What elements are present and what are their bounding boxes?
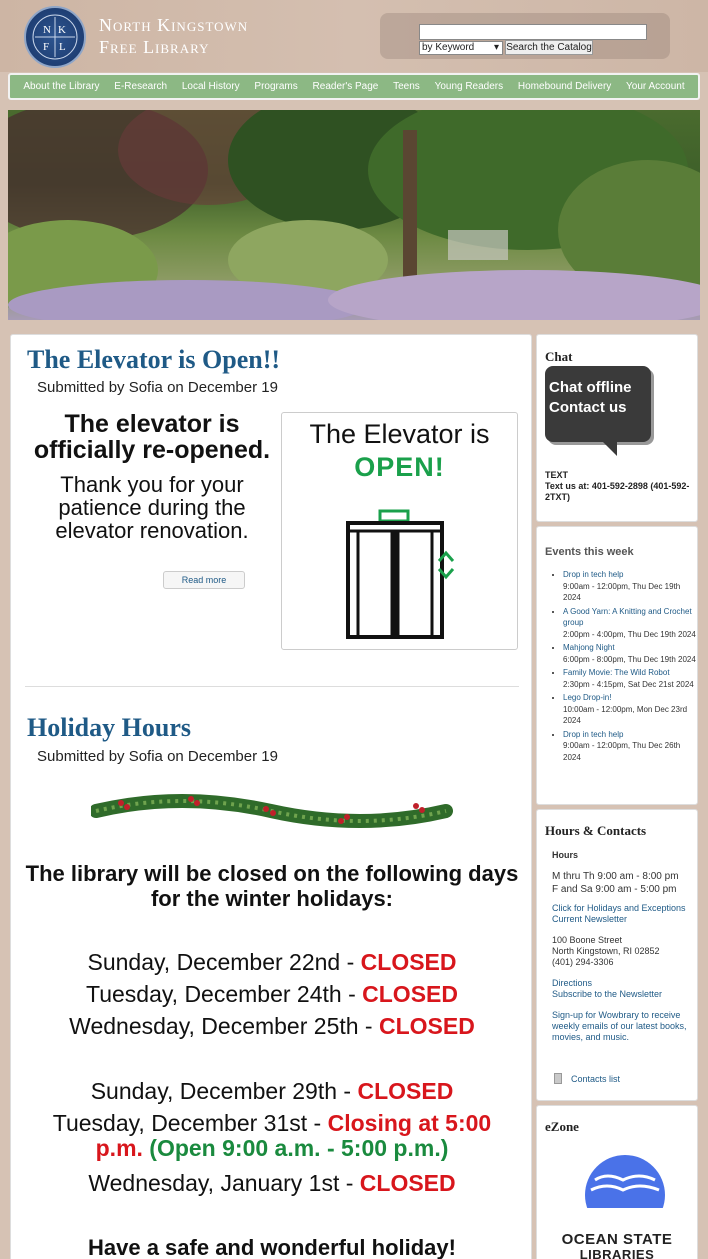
elevator-text [27,411,277,542]
ezone-title: eZone [545,1119,579,1134]
newsletter-link[interactable]: Current Newsletter [552,914,628,924]
holiday-status: CLOSED [359,1170,456,1196]
post-byline-holiday: Submitted by Sofia on December 19 [37,748,278,765]
text-label: TEXT [545,470,569,480]
ocean-state-line1: OCEAN STATE [561,1231,673,1248]
holiday-day-row [11,1078,532,1105]
more-links [552,978,662,1000]
events-list [551,569,696,765]
event-link[interactable]: • Drop in tech help [563,570,624,579]
events-box [536,526,698,805]
main-content [10,334,532,1259]
address-street: 100 Boone Street [552,935,623,945]
holiday-intro: The library will be closed on the following days for the winter holidays: [25,861,519,911]
holiday-status: CLOSED [360,949,457,975]
holiday-date: Tuesday, December 24th - [86,981,363,1007]
holidays-exceptions-link[interactable]: Click for Holidays and Exceptions [552,903,686,913]
list-item [563,642,696,665]
holiday-status: CLOSED [362,981,458,1007]
list-item [563,729,696,764]
hours-line2: F and Sa 9:00 am - 5:00 pm [552,884,677,895]
holiday-closing: Have a safe and wonderful holiday! [88,1235,456,1259]
nav-e-research[interactable]: E-Research [114,81,168,92]
garden-banner-image [8,110,700,320]
svg-text:L: L [59,41,66,53]
hours-text [552,870,679,896]
event-link[interactable]: • Drop in tech help [563,729,624,739]
event-time: 9:00am - 12:00pm, Thu Dec 26th 2024 [563,741,681,762]
holiday-date: Sunday, December 22nd - [87,949,361,975]
holiday-day-row [11,949,532,976]
holiday-status: CLOSED [357,1078,454,1104]
svg-text:K: K [58,24,66,36]
site-title[interactable] [99,14,248,58]
event-link[interactable]: • Lego Drop-in! [563,693,612,702]
svg-text:F: F [43,41,50,53]
site-title-line1: North Kingstown [99,15,249,35]
svg-text:N: N [43,24,51,36]
search-catalog-button[interactable]: Search the Catalog [506,42,592,53]
elevator-icon [282,501,519,651]
holiday-date: Tuesday, December 31st - [52,1110,328,1136]
search-type-select[interactable] [419,41,503,55]
chat-offline-button[interactable] [545,366,651,442]
event-time: 10:00am - 12:00pm, Mon Dec 23rd 2024 [563,704,688,725]
holiday-day-row [11,1170,532,1197]
chat-title: Chat [545,349,573,364]
ocean-state-line2: LIBRARIES [579,1247,655,1259]
nav-about[interactable]: About the Library [23,81,100,92]
library-logo[interactable] [24,6,86,68]
holiday-garland-image [91,781,453,843]
elevator-image-line1: The Elevator is [309,419,490,449]
chat-box [536,334,698,522]
holiday-day-row [11,1013,532,1040]
list-item [563,606,696,641]
holiday-date: Wednesday, December 25th - [69,1013,379,1039]
elevator-image-line2: OPEN! [354,452,445,482]
ezone-box [536,1105,698,1259]
nav-young-readers[interactable]: Young Readers [434,81,504,92]
directions-link[interactable]: Directions [552,978,593,988]
event-link[interactable]: • A Good Yarn: A Knitting and Crochet group [563,606,692,627]
hours-contacts-box [536,809,698,1101]
address [552,935,660,968]
nav-programs[interactable]: Programs [254,81,298,92]
nav-teens[interactable]: Teens [393,81,420,92]
event-time: 9:00am - 12:00pm, Thu Dec 19th 2024 [563,581,681,602]
post-byline: Submitted by Sofia on December 19 [37,379,278,396]
hours-line1: M thru Th 9:00 am - 8:00 pm [552,871,679,882]
text-us-info [545,470,693,503]
chat-bubble-line1: Chat offline [549,379,632,396]
list-item [563,667,696,690]
event-link[interactable]: • Mahjong Night [563,643,615,652]
holiday-day-row [11,1111,532,1161]
holiday-status: CLOSED [378,1013,475,1039]
event-time: 2:30pm - 4:15pm, Sat Dec 21st 2024 [563,679,694,689]
nav-local-history[interactable]: Local History [181,81,240,92]
address-city: North Kingstown, RI 02852 [552,946,660,956]
elevator-open-image[interactable] [281,412,518,650]
search-input[interactable] [419,24,647,40]
holiday-day-row [11,981,532,1008]
list-item [563,692,696,727]
event-time: 2:00pm - 4:00pm, Thu Dec 19th 2024 [563,629,696,639]
nav-readers-page[interactable]: Reader's Page [312,81,379,92]
search-select-value: by Keyword [422,42,475,53]
holiday-status: Closing at 5:00 p.m. [95,1110,492,1161]
hours-label: Hours [552,850,579,860]
ocean-state-text [537,1232,697,1259]
read-more-button[interactable]: Read more [163,571,245,589]
events-title: Events this week [545,546,634,558]
hours-title: Hours & Contacts [545,823,647,838]
hours-links [552,903,686,925]
elevator-thanks: Thank you for your patience during the elevator renovation. [55,472,249,543]
chat-bubble-line2: Contact us [549,399,627,416]
site-title-line2: Free Library [99,37,210,57]
post-title-elevator[interactable]: The Elevator is Open!! [27,345,281,374]
holiday-open-hours: (Open 9:00 a.m. - 5:00 p.m.) [142,1135,449,1161]
post-divider [25,686,519,687]
phone-number: (401) 294-3306 [552,957,614,967]
wowbrary-link[interactable]: Sign-up for Wowbrary to receive weekly emails of our latest books, movies, and music. [552,1010,687,1042]
text-number: Text us at: 401-592-2898 (401-592-2TXT) [545,481,690,502]
holiday-date: Wednesday, January 1st - [88,1170,360,1196]
event-link[interactable]: • Family Movie: The Wild Robot [563,668,670,677]
site-header [0,0,708,72]
holiday-date: Sunday, December 29th - [90,1078,358,1104]
list-item [563,569,696,604]
contacts-icon [554,1073,562,1084]
event-time: 6:00pm - 8:00pm, Thu Dec 19th 2024 [563,654,696,664]
elevator-headline: The elevator is officially re-opened. [33,410,271,464]
contacts-list-link[interactable]: Contacts list [571,1074,621,1084]
post-title-holiday[interactable]: Holiday Hours [27,713,191,742]
nav-your-account[interactable]: Your Account [626,81,685,92]
nav-homebound-delivery[interactable]: Homebound Delivery [517,81,612,92]
subscribe-newsletter-link[interactable]: Subscribe to the Newsletter [552,989,663,999]
main-navigation [8,73,700,100]
